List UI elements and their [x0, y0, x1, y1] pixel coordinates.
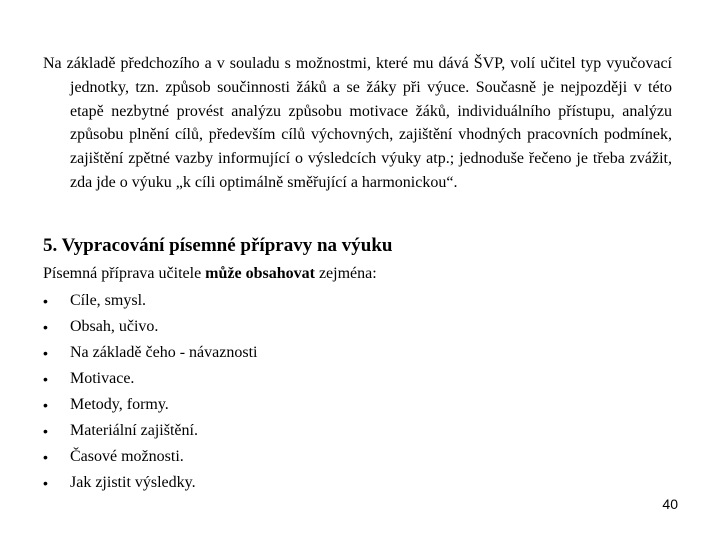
list-item: [43, 470, 257, 496]
section-lead: [43, 263, 377, 285]
list-item-text: Časové možnosti.: [70, 448, 184, 465]
page-number: 40: [662, 496, 678, 512]
bullet-icon: •: [43, 371, 48, 387]
list-item: [43, 366, 257, 392]
preparation-list: [43, 288, 257, 496]
list-item-text: Na základě čeho - návaznosti: [70, 344, 258, 361]
lead-text-before: Písemná příprava učitele: [43, 265, 206, 282]
intro-paragraph: Na základě předchozího a v souladu s možnostmi, které mu dává ŠVP, volí učitel typ vyučovací jednotky, tzn. způsob součinnosti žáků a se žáky při výuce. Současně je nejpozději v této etapě nezbytné provést analýzu způsobu motivace žáků, individuálního přístupu, analýzu způsobu plnění cílů, především cílů výchovných, zajištění vhodných pracovních podmínek, zajištění zpětné vazby informující o výsledcích výuky atp.; jednoduše řečeno je třeba zvážit, zda jde o výuku „k cíli optimálně směřující a harmonickou“.: [43, 55, 672, 191]
list-item-text: Materiální zajištění.: [70, 422, 198, 439]
list-item-text: Obsah, učivo.: [70, 318, 159, 335]
bullet-icon: •: [43, 293, 48, 309]
list-item: [43, 418, 257, 444]
bullet-icon: •: [43, 423, 48, 439]
bullet-icon: •: [43, 397, 48, 413]
list-item-text: Cíle, smysl.: [70, 292, 147, 309]
list-item-text: Metody, formy.: [70, 396, 169, 413]
list-item: [43, 314, 257, 340]
list-item: [43, 444, 257, 470]
bullet-icon: •: [43, 319, 48, 335]
lead-text-bold: může obsahovat: [205, 265, 315, 282]
list-item: [43, 288, 257, 314]
list-item: [43, 340, 257, 366]
list-item-text: Motivace.: [70, 370, 135, 387]
bullet-icon: •: [43, 449, 48, 465]
bullet-icon: •: [43, 345, 48, 361]
list-item-text: Jak zjistit výsledky.: [70, 474, 196, 491]
bullet-icon: •: [43, 475, 48, 491]
list-item: [43, 392, 257, 418]
lead-text-after: zejména:: [314, 265, 377, 282]
section-heading: 5. Vypracování písemné přípravy na výuku: [43, 235, 393, 256]
